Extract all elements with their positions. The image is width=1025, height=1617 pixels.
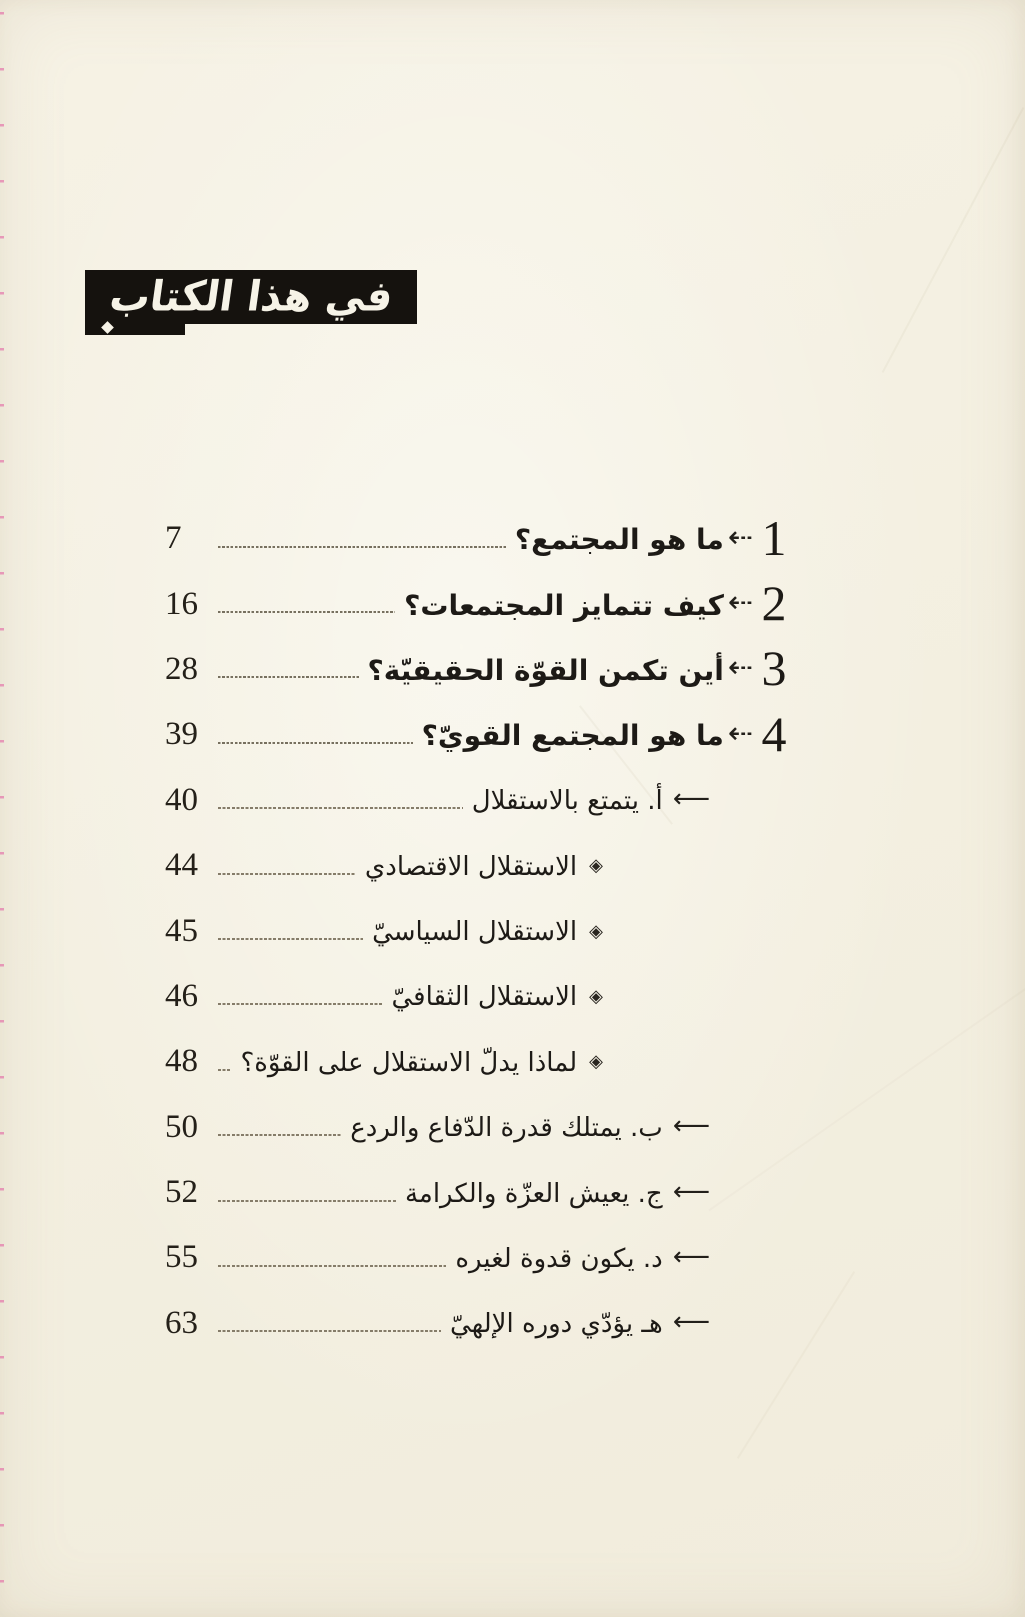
diamond-bullet-icon: ◈ — [589, 920, 603, 942]
table-of-contents — [165, 507, 795, 1357]
page-number: 46 — [165, 977, 198, 1014]
page-number: 28 — [165, 650, 198, 687]
leader-line — [218, 938, 363, 940]
page-number: 45 — [165, 912, 198, 949]
toc-row-sub-cultural — [165, 965, 795, 1030]
scan-edge-ticks — [0, 12, 4, 1612]
toc-row-item-d — [165, 1226, 795, 1291]
leader-line — [218, 1200, 396, 1202]
toc-row-item-a — [165, 769, 795, 834]
left-arrow-icon: ⟵ — [672, 1307, 710, 1338]
leader-line — [218, 1134, 341, 1136]
toc-row-sub-why-independence — [165, 1030, 795, 1095]
page-number: 39 — [165, 716, 198, 753]
diamond-bullet-icon: ◈ — [589, 1051, 603, 1073]
leader-line — [218, 807, 463, 809]
chapter-number: 1 — [761, 509, 787, 566]
page-number: 50 — [165, 1108, 198, 1145]
diamond-dot-decoration — [101, 321, 114, 334]
dashed-left-arrow-icon: ⇠ — [727, 715, 753, 751]
leader-line — [218, 1069, 231, 1071]
leader-line — [218, 873, 356, 875]
page-number: 55 — [165, 1239, 198, 1276]
leader-line — [218, 1003, 382, 1005]
toc-row-item-j — [165, 1161, 795, 1226]
toc-entry-title: د. يكون قدوة لغيره — [455, 1243, 663, 1274]
toc-entry-title: لماذا يدلّ الاستقلال على القوّة؟ — [240, 1047, 578, 1078]
toc-entry-title: ما هو المجتمع القويّ؟ — [421, 719, 724, 753]
dashed-left-arrow-icon: ⇠ — [727, 650, 753, 686]
leader-line — [218, 1265, 446, 1267]
dashed-left-arrow-icon: ⇠ — [727, 519, 753, 555]
toc-entry-title: ب. يمتلك قدرة الدّفاع والردع — [350, 1113, 663, 1144]
left-arrow-icon: ⟵ — [672, 1241, 710, 1272]
leader-line — [218, 676, 359, 678]
page-number: 52 — [165, 1174, 198, 1211]
toc-entry-title: أ. يتمتع بالاستقلال — [471, 786, 663, 817]
toc-entry-title: ما هو المجتمع؟ — [514, 523, 724, 557]
leader-line — [218, 742, 413, 744]
leader-line — [218, 1330, 441, 1332]
toc-row-chapter-1 — [165, 507, 795, 572]
toc-entry-title: ج. يعيش العزّة والكرامة — [404, 1178, 663, 1209]
page-number: 40 — [165, 781, 198, 818]
chapter-number: 3 — [761, 640, 787, 697]
banner-baseline-stroke — [85, 322, 185, 335]
toc-entry-title: أين تكمن القوّة الحقيقيّة؟ — [367, 653, 724, 687]
toc-entry-title: الاستقلال الاقتصادي — [364, 851, 578, 882]
toc-row-chapter-3 — [165, 638, 795, 703]
leader-line — [218, 546, 506, 548]
toc-entry-title: الاستقلال الثقافيّ — [391, 982, 578, 1013]
diamond-bullet-icon: ◈ — [589, 855, 603, 877]
chapter-number: 4 — [761, 705, 787, 762]
toc-entry-title: هـ يؤدّي دوره الإلهيّ — [450, 1309, 663, 1340]
page-number: 7 — [165, 520, 182, 557]
toc-entry-title: الاستقلال السياسيّ — [372, 917, 578, 948]
page-number: 16 — [165, 585, 198, 622]
page-number: 48 — [165, 1043, 198, 1080]
banner-title: في هذا الكتاب — [106, 273, 396, 321]
leader-line — [218, 611, 395, 613]
toc-row-chapter-4 — [165, 703, 795, 768]
toc-row-item-b — [165, 1096, 795, 1161]
chapter-number: 2 — [761, 575, 787, 632]
page-number: 44 — [165, 847, 198, 884]
left-arrow-icon: ⟵ — [672, 1111, 710, 1142]
toc-entry-title: كيف تتمايز المجتمعات؟ — [404, 588, 724, 622]
left-arrow-icon: ⟵ — [672, 1176, 710, 1207]
paper-crease — [882, 107, 1025, 373]
left-arrow-icon: ⟵ — [672, 784, 710, 815]
title-banner — [85, 270, 417, 324]
dashed-left-arrow-icon: ⇠ — [727, 585, 753, 621]
toc-row-item-h — [165, 1292, 795, 1357]
diamond-bullet-icon: ◈ — [589, 985, 603, 1007]
toc-row-sub-political — [165, 899, 795, 964]
toc-row-chapter-2 — [165, 572, 795, 637]
page-number: 63 — [165, 1304, 198, 1341]
toc-row-sub-economic — [165, 834, 795, 899]
